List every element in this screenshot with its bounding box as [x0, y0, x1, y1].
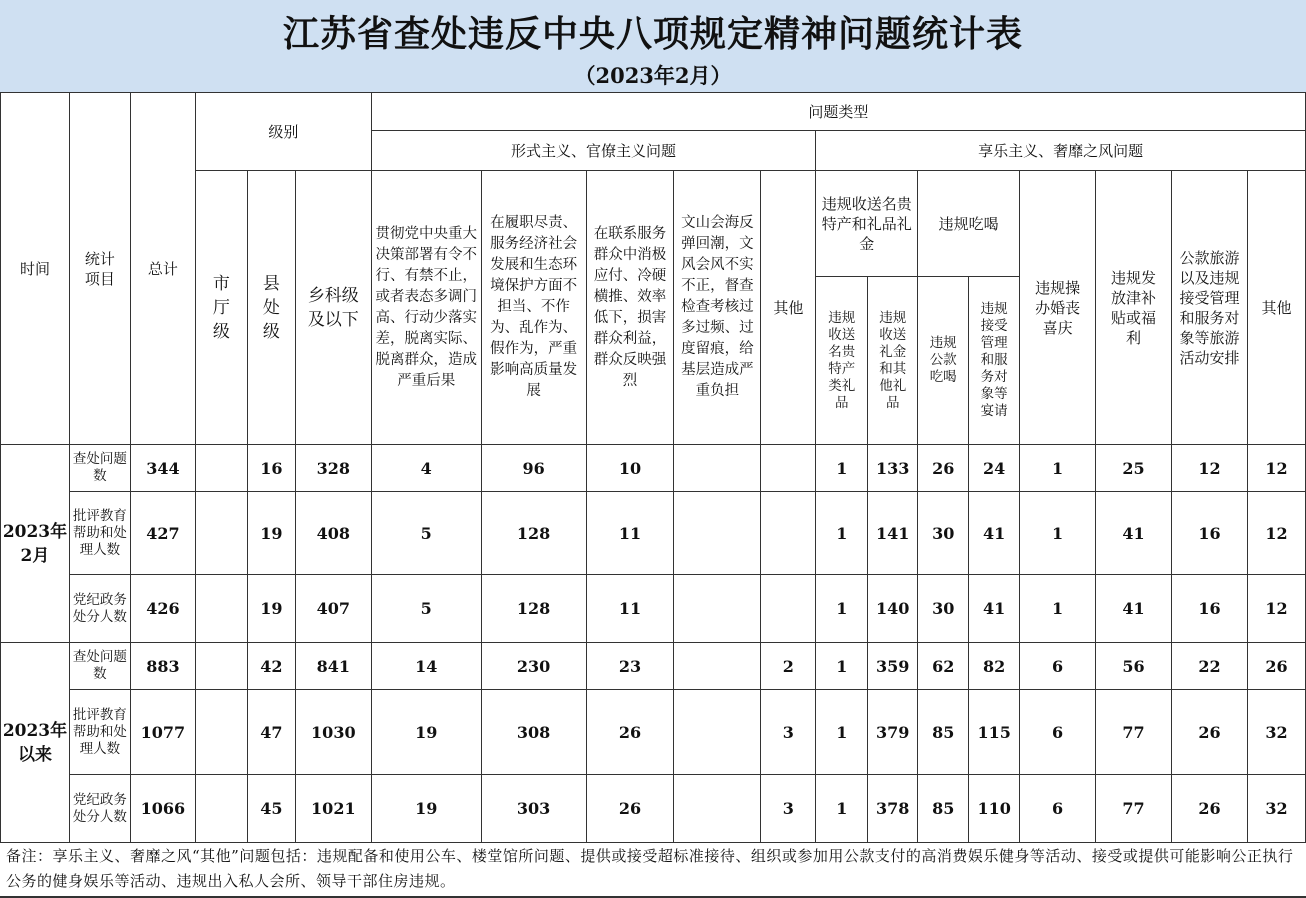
- value-other: 26: [1247, 643, 1305, 690]
- row-item: 党纪政务处分人数: [69, 775, 130, 843]
- time-cell: 2023年以来: [1, 643, 70, 843]
- value-gift-a: 1: [816, 445, 868, 492]
- time-cell: 2023年2月: [1, 445, 70, 643]
- page-subtitle: （2023年2月）: [574, 63, 732, 88]
- footnote: 备注：享乐主义、奢靡之风“其他”问题包括：违规配备和使用公车、楼堂馆所问题、提供或接受超标准接待、组织或参加用公款支付的高消费娱乐健身等活动、接受或提供可能影响公正执行公务的健身娱乐等活动、违规出入私人会所、领导干部住房违规。: [6, 847, 1294, 890]
- value-eat-b: 24: [969, 445, 1020, 492]
- value-gift-b: 140: [868, 575, 918, 643]
- value-wedding: 6: [1020, 643, 1096, 690]
- header-hedonism-other: 其他: [1247, 171, 1305, 445]
- value-eat-a: 85: [918, 690, 969, 775]
- value-total: 427: [130, 492, 195, 575]
- value-township: 328: [295, 445, 371, 492]
- header-hedonism-allowances: 违规发放津补贴或福利: [1096, 171, 1172, 445]
- header-item: 统计项目: [69, 93, 130, 445]
- value-county: 45: [247, 775, 295, 843]
- value-gift-a: 1: [816, 492, 868, 575]
- value-eat-b: 41: [969, 492, 1020, 575]
- value-f4: [674, 643, 761, 690]
- value-travel: 16: [1171, 492, 1247, 575]
- value-county: 16: [247, 445, 295, 492]
- value-f4: [674, 575, 761, 643]
- value-f5: 2: [761, 643, 816, 690]
- table-row: [1, 643, 1306, 690]
- value-allowance: 41: [1096, 575, 1172, 643]
- value-gift-a: 1: [816, 690, 868, 775]
- value-gift-b: 378: [868, 775, 918, 843]
- value-f3: 10: [586, 445, 674, 492]
- table-row: [1, 575, 1306, 643]
- header-hedonism-travel: 公款旅游以及违规接受管理和服务对象等旅游活动安排: [1171, 171, 1247, 445]
- header-hedonism-weddings: 违规操办婚丧喜庆: [1020, 171, 1096, 445]
- value-township: 408: [295, 492, 371, 575]
- value-allowance: 56: [1096, 643, 1172, 690]
- header-dining-banquet: 违规接受管理和服务对象等宴请: [969, 277, 1020, 445]
- header-level-city: 市厅级: [195, 171, 247, 445]
- value-allowance: 41: [1096, 492, 1172, 575]
- header-hedonism-gifts: 违规收送名贵特产和礼品礼金: [816, 171, 918, 277]
- value-f3: 11: [586, 575, 674, 643]
- value-f1: 19: [371, 690, 481, 775]
- value-f3: 26: [586, 775, 674, 843]
- value-allowance: 77: [1096, 690, 1172, 775]
- value-f5: 3: [761, 690, 816, 775]
- value-total: 883: [130, 643, 195, 690]
- header-formalism-duties: 在履职尽责、服务经济社会发展和生态环境保护方面不担当、不作为、乱作为、假作为，严重影响高质量发展: [481, 171, 586, 445]
- value-eat-a: 30: [918, 492, 969, 575]
- table-row: [1, 690, 1306, 775]
- value-f2: 230: [481, 643, 586, 690]
- table-row: [1, 775, 1306, 843]
- statistics-table: [0, 92, 1306, 843]
- value-f2: 303: [481, 775, 586, 843]
- value-eat-b: 41: [969, 575, 1020, 643]
- header-level-township: 乡科级及以下: [295, 171, 371, 445]
- value-gift-a: 1: [816, 643, 868, 690]
- header-total: 总计: [130, 93, 195, 445]
- value-travel: 12: [1171, 445, 1247, 492]
- value-travel: 16: [1171, 575, 1247, 643]
- value-f4: [674, 690, 761, 775]
- value-eat-a: 30: [918, 575, 969, 643]
- value-f3: 11: [586, 492, 674, 575]
- value-other: 12: [1247, 492, 1305, 575]
- header-level-county: 县处级: [247, 171, 295, 445]
- value-f2: 128: [481, 492, 586, 575]
- value-eat-b: 110: [969, 775, 1020, 843]
- value-county: 19: [247, 492, 295, 575]
- value-allowance: 25: [1096, 445, 1172, 492]
- value-f1: 4: [371, 445, 481, 492]
- value-f2: 96: [481, 445, 586, 492]
- value-city: [195, 690, 247, 775]
- value-eat-a: 26: [918, 445, 969, 492]
- value-f5: [761, 445, 816, 492]
- value-wedding: 1: [1020, 492, 1096, 575]
- header-formalism-meetings: 文山会海反弹回潮，文风会风不实不正，督查检查考核过多过频、过度留痕，给基层造成严重负担: [674, 171, 761, 445]
- value-wedding: 6: [1020, 690, 1096, 775]
- value-township: 407: [295, 575, 371, 643]
- value-county: 19: [247, 575, 295, 643]
- table-row: [1, 492, 1306, 575]
- value-travel: 26: [1171, 690, 1247, 775]
- value-wedding: 1: [1020, 445, 1096, 492]
- header-problem-type: 问题类型: [371, 93, 1305, 131]
- value-f2: 308: [481, 690, 586, 775]
- table-row: [1, 445, 1306, 492]
- value-f1: 5: [371, 575, 481, 643]
- value-travel: 26: [1171, 775, 1247, 843]
- value-gift-b: 379: [868, 690, 918, 775]
- header-gifts-cash: 违规收送礼金和其他礼品: [868, 277, 918, 445]
- value-township: 1021: [295, 775, 371, 843]
- value-wedding: 6: [1020, 775, 1096, 843]
- value-county: 42: [247, 643, 295, 690]
- value-gift-b: 133: [868, 445, 918, 492]
- value-other: 12: [1247, 445, 1305, 492]
- value-eat-b: 115: [969, 690, 1020, 775]
- value-township: 1030: [295, 690, 371, 775]
- value-f3: 26: [586, 690, 674, 775]
- value-f3: 23: [586, 643, 674, 690]
- value-f5: 3: [761, 775, 816, 843]
- value-f4: [674, 492, 761, 575]
- value-total: 1077: [130, 690, 195, 775]
- row-item: 批评教育帮助和处理人数: [69, 492, 130, 575]
- value-township: 841: [295, 643, 371, 690]
- value-city: [195, 575, 247, 643]
- value-total: 1066: [130, 775, 195, 843]
- value-total: 344: [130, 445, 195, 492]
- value-eat-b: 82: [969, 643, 1020, 690]
- header-dining-public: 违规公款吃喝: [918, 277, 969, 445]
- row-item: 查处问题数: [69, 445, 130, 492]
- value-f2: 128: [481, 575, 586, 643]
- header-formalism-other: 其他: [761, 171, 816, 445]
- row-item: 批评教育帮助和处理人数: [69, 690, 130, 775]
- header-time: 时间: [1, 93, 70, 445]
- value-total: 426: [130, 575, 195, 643]
- value-f1: 14: [371, 643, 481, 690]
- value-f5: [761, 492, 816, 575]
- header-hedonism-dining: 违规吃喝: [918, 171, 1020, 277]
- value-f1: 19: [371, 775, 481, 843]
- value-city: [195, 643, 247, 690]
- header-level: 级别: [195, 93, 371, 171]
- value-travel: 22: [1171, 643, 1247, 690]
- header-formalism-decisions: 贯彻党中央重大决策部署有令不行、有禁不止，或者表态多调门高、行动少落实差，脱离实际、脱离群众，造成严重后果: [371, 171, 481, 445]
- value-f5: [761, 575, 816, 643]
- value-county: 47: [247, 690, 295, 775]
- value-eat-a: 85: [918, 775, 969, 843]
- value-city: [195, 492, 247, 575]
- row-item: 党纪政务处分人数: [69, 575, 130, 643]
- value-f1: 5: [371, 492, 481, 575]
- value-city: [195, 775, 247, 843]
- value-f4: [674, 445, 761, 492]
- value-f4: [674, 775, 761, 843]
- row-item: 查处问题数: [69, 643, 130, 690]
- value-city: [195, 445, 247, 492]
- value-wedding: 1: [1020, 575, 1096, 643]
- value-other: 32: [1247, 775, 1305, 843]
- value-allowance: 77: [1096, 775, 1172, 843]
- value-gift-a: 1: [816, 575, 868, 643]
- value-gift-b: 141: [868, 492, 918, 575]
- value-other: 12: [1247, 575, 1305, 643]
- value-eat-a: 62: [918, 643, 969, 690]
- value-other: 32: [1247, 690, 1305, 775]
- header-formalism: 形式主义、官僚主义问题: [371, 131, 816, 171]
- header-formalism-masses: 在联系服务群众中消极应付、冷硬横推、效率低下，损害群众利益，群众反映强烈: [586, 171, 674, 445]
- value-gift-a: 1: [816, 775, 868, 843]
- header-gifts-specialties: 违规收送名贵特产类礼品: [816, 277, 868, 445]
- value-gift-b: 359: [868, 643, 918, 690]
- header-hedonism: 享乐主义、奢靡之风问题: [816, 131, 1306, 171]
- page-title: 江苏省查处违反中央八项规定精神问题统计表: [282, 13, 1023, 55]
